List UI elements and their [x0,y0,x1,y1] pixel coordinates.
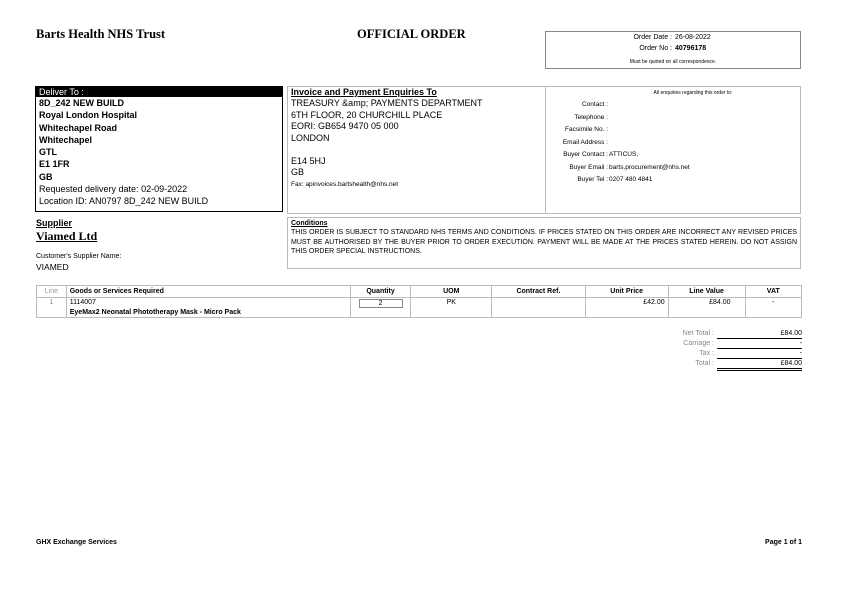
deliver-line: GB [39,171,53,182]
supplier-name: Viamed Ltd [36,229,98,243]
col-quantity: Quantity [350,286,411,298]
col-vat: VAT [745,286,801,298]
invoice-line [291,144,542,156]
item-code: 1114007 [69,299,96,306]
col-uom: UOM [411,286,492,298]
buyer-email-row [546,163,802,173]
deliver-to-title: Deliver To : [36,87,282,97]
facsimile-label: Facsimile No. : [565,126,608,133]
contact-label: Contact : [581,101,608,108]
buyer-contact-value: ATTICUS, [609,151,639,158]
buyer-tel-row [546,175,802,185]
invoice-line: TREASURY &amp; PAYMENTS DEPARTMENT [291,98,483,108]
net-total-label: Net Total : [682,330,714,337]
tax-row [640,349,802,359]
carriage-row [640,339,802,349]
invoice-line: GB [291,167,305,177]
carriage-label: Carriage : [683,340,714,347]
item-quantity: 2 [359,299,403,308]
telephone-row [546,113,802,123]
tax-label: Tax : [699,350,714,357]
conditions-box [287,217,801,269]
buyer-contact-row [546,150,802,160]
item-unit-price: £42.00 [585,298,668,318]
conditions-title: Conditions [291,220,328,227]
item-line-value: £84.00 [668,298,745,318]
footer-provider: GHX Exchange Services [36,539,117,546]
net-total-row [640,329,802,339]
item-goods [66,298,350,318]
item-description: EyeMax2 Neonatal Phototherapy Mask - Micro Pack [69,309,241,316]
deliver-line: Whitechapel [39,134,93,145]
buyer-tel-label: Buyer Tel : [577,176,608,183]
col-line-value: Line Value [668,286,745,298]
customer-supplier-value: VIAMED [36,262,69,272]
item-uom: PK [411,298,492,318]
order-info-box [545,31,801,69]
invoice-fax: Fax: apinvoices.bartshealth@nhs.net [291,180,399,188]
item-line: 1 [37,298,67,318]
facsimile-row [546,125,802,135]
conditions-text: THIS ORDER IS SUBJECT TO STANDARD NHS TERMS AND CONDITIONS. IF PRICES STATED ON THIS ORDER ARE INCORRECT ANY REVISED PRICES MUST BE AUTHORISED BY THE BUYER PRIOR TO ORDER EXECUTION. PAYMENT WILL BE MADE AT THE PRICES STATED HEREIN. DO NOT ASSIGN THIS ORDER SPECIAL INSTRUCTIONS. [291,229,797,255]
location-id: Location ID: AN0797 8D_242 NEW BUILD [39,196,209,207]
total-label: Total : [695,360,714,367]
invoice-enquiries-box [287,86,546,214]
document-title: OFFICIAL ORDER [357,27,466,41]
email-address-label: Email Address : [562,139,608,146]
total-value: £84.00 [717,359,802,371]
deliver-line: E1 1FR [39,159,70,170]
page-number: Page 1 of 1 [765,539,802,546]
contacts-note: All enquiries regarding this order to: [653,90,733,96]
deliver-line: Royal London Hospital [39,110,137,121]
buyer-email-label: Buyer Email : [569,164,608,171]
col-unit-price: Unit Price [585,286,668,298]
order-date-value: 26-08-2022 [675,34,711,41]
telephone-label: Telephone : [574,114,608,121]
buyer-contact-label: Buyer Contact : [563,151,608,158]
net-total-value: £84.00 [717,329,802,339]
invoice-line: E14 5HJ [291,155,326,166]
deliver-line: 8D_242 NEW BUILD [39,98,125,108]
order-no-value: 40796178 [675,45,707,52]
contact-row [546,100,802,110]
order-note: Must be quoted on all correspondence. [629,59,717,65]
deliver-line: GTL [39,147,57,158]
tax-value: - [717,349,802,359]
invoice-line: EORI: GB654 9470 05 000 [291,121,399,131]
deliver-to-box [35,86,283,212]
col-goods: Goods or Services Required [66,286,350,298]
item-contract-ref [492,298,585,318]
buyer-tel-value: 0207 480 4841 [609,176,653,183]
email-address-row [546,138,802,148]
customer-supplier-label: Customer's Supplier Name: [36,253,122,260]
total-row [640,359,802,369]
trust-name: Barts Health NHS Trust [36,27,166,41]
order-items-table [36,285,802,318]
invoice-title: Invoice and Payment Enquiries To [291,87,437,97]
invoice-line: LONDON [291,132,330,143]
table-header-row [37,286,802,298]
deliver-line: Whitechapel Road [39,122,118,133]
item-quantity-cell [350,298,411,318]
carriage-value: - [717,339,802,349]
buyer-email-value: barts.procurement@nhs.net [609,164,690,171]
supplier-label: Supplier [36,218,73,228]
col-contract-ref: Contract Ref. [492,286,585,298]
col-line: Line [37,286,67,298]
table-row [37,298,802,318]
item-vat: - [745,298,801,318]
order-no-label: Order No : [639,45,672,52]
invoice-line: 6TH FLOOR, 20 CHURCHILL PLACE [291,109,443,120]
contacts-box [545,86,801,214]
order-date-label: Order Date : [633,34,672,41]
totals-block [640,329,802,369]
requested-delivery-date: Requested delivery date: 02-09-2022 [39,184,188,195]
